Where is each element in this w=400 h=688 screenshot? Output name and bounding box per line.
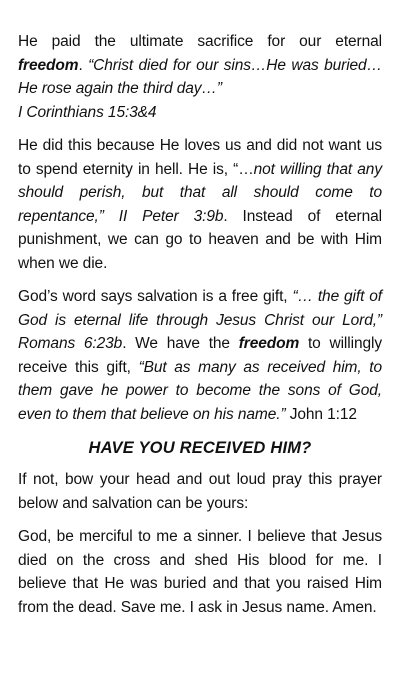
scripture-quote: “But as many as received him, to them gave he power to become the sons of God, even to them that believe on his name.” [18, 358, 382, 423]
paragraph-sacrifice [18, 30, 382, 124]
emphasis-freedom: freedom [238, 335, 300, 352]
scripture-quote: not willing that any should perish, but that all should come to repentance,” II Peter 3:9b [18, 160, 382, 225]
scripture-quote: “… the gift of God is eternal life through Jesus Christ our Lord,” Romans 6:23b [18, 288, 382, 352]
scripture-reference: I Corinthians 15:3&4 [18, 103, 157, 121]
text-segment: to willingly receive this gift, [18, 335, 382, 376]
text-segment: He paid the ultimate sacrifice for our eternal [18, 33, 382, 50]
text-segment: . We have the [122, 335, 239, 352]
paragraph-love [18, 134, 382, 275]
text-segment: . [78, 56, 89, 74]
text-segment: God’s word says salvation is a free gift, [18, 288, 293, 305]
scripture-quote: “Christ died for our sins…He was buried…He rose again the third day…” [18, 56, 382, 97]
emphasis-freedom: freedom [18, 56, 79, 74]
text-segment: He did this because He loves us and did not want us to spend eternity in hell. He is, “… [18, 137, 382, 178]
text-segment: . Instead of eternal punishment, we can go to heaven and be with Him when we die. [18, 207, 382, 272]
tract-page [18, 30, 382, 629]
section-heading: HAVE YOU RECEIVED HIM? [88, 439, 312, 457]
paragraph-prayer: God, be merciful to me a sinner. I believe that Jesus died on the cross and shed His blood for me. I believe that He was buried and that you raised Him from the dead. Save me. I ask in Jesus name. Amen. [18, 528, 382, 616]
scripture-reference: John 1:12 [285, 405, 357, 423]
paragraph-free-gift [18, 285, 382, 426]
paragraph-instruction: If not, bow your head and out loud pray this prayer below and salvation can be yours: [18, 471, 382, 512]
